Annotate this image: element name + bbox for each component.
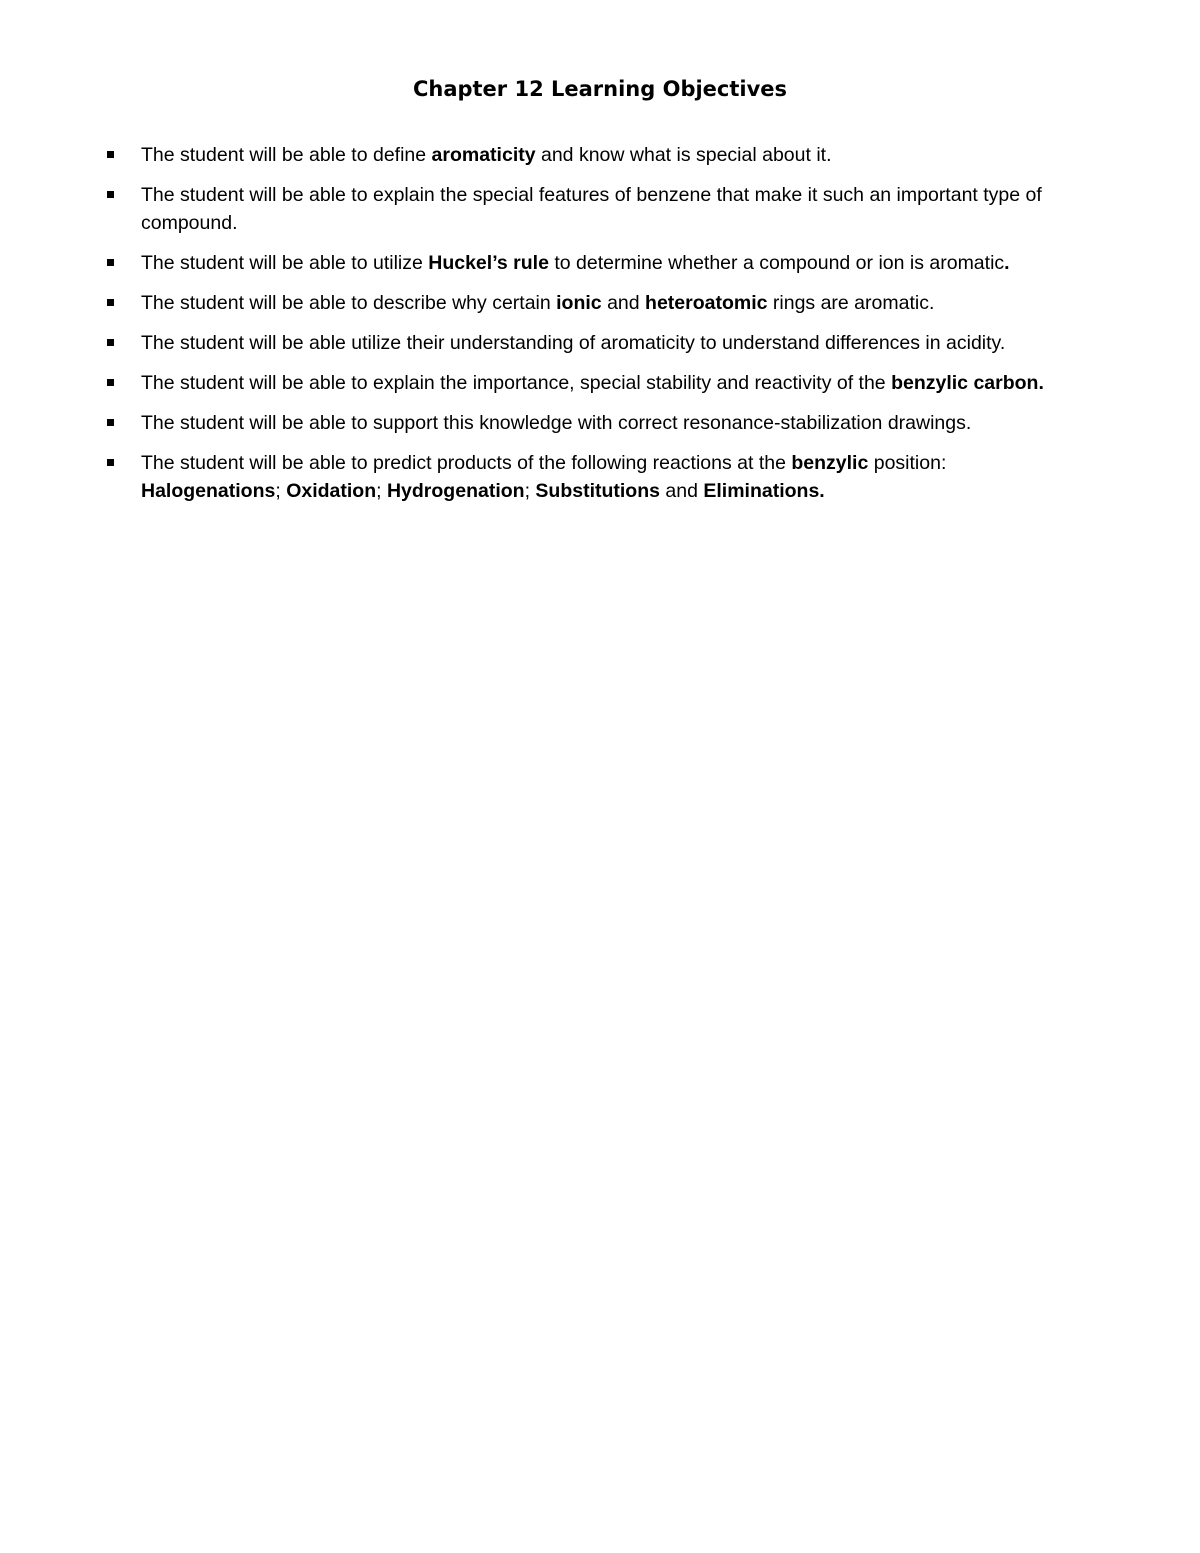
- term-benzylic: benzylic: [791, 452, 869, 474]
- term-aromaticity: aromaticity: [431, 144, 536, 166]
- list-item: [103, 329, 1123, 357]
- list-item: [103, 409, 1123, 437]
- term-substitutions: Substitutions: [535, 480, 660, 502]
- term-hydrogenation: Hydrogenation: [386, 480, 525, 502]
- term-oxidation: Oxidation: [286, 480, 377, 502]
- objective-text: and: [659, 480, 704, 502]
- objective-text: The student will be able utilize their understanding of aromaticity to understand differences in acidity.: [141, 332, 1006, 354]
- term-ionic: ionic: [556, 292, 602, 314]
- list-item: [103, 141, 1123, 169]
- page-title: Chapter 12 Learning Objectives: [412, 77, 788, 101]
- list-item: [103, 369, 1123, 397]
- square-bullet-icon: [107, 299, 114, 306]
- objective-text: and: [601, 292, 646, 314]
- bold-period: .: [1004, 252, 1010, 274]
- objective-text: ;: [524, 480, 536, 502]
- objective-text: position:: [868, 452, 947, 474]
- list-item: [103, 289, 1123, 317]
- term-heteroatomic: heteroatomic: [645, 292, 768, 314]
- objective-text: and know what is special about it.: [535, 144, 832, 166]
- objective-text: The student will be able to explain the special features of benzene that make it such an important type of compound.: [141, 184, 1042, 234]
- term-eliminations: Eliminations.: [703, 480, 825, 502]
- term-huckels-rule: Huckel’s rule: [428, 252, 549, 274]
- list-item: [103, 181, 1123, 237]
- list-item: [103, 449, 1123, 505]
- square-bullet-icon: [107, 151, 114, 158]
- square-bullet-icon: [107, 259, 114, 266]
- objectives-list: [103, 141, 1123, 517]
- objective-text: The student will be able to explain the importance, special stability and reactivity of the: [141, 372, 892, 394]
- square-bullet-icon: [107, 379, 114, 386]
- objective-text: ;: [275, 480, 287, 502]
- objective-text: rings are aromatic.: [767, 292, 935, 314]
- square-bullet-icon: [107, 339, 114, 346]
- objective-text: The student will be able to define: [141, 144, 432, 166]
- square-bullet-icon: [107, 459, 114, 466]
- list-item: [103, 249, 1123, 277]
- objective-text: The student will be able to support this knowledge with correct resonance-stabilization drawings.: [141, 412, 972, 434]
- objective-text: ;: [376, 480, 387, 502]
- square-bullet-icon: [107, 191, 114, 198]
- objective-text: The student will be able to describe why certain: [141, 292, 557, 314]
- term-halogenations: Halogenations: [141, 480, 276, 502]
- objective-text: to determine whether a compound or ion is aromatic: [548, 252, 1005, 274]
- objective-text: The student will be able to utilize: [141, 252, 429, 274]
- objective-text: The student will be able to predict products of the following reactions at the: [141, 452, 792, 474]
- square-bullet-icon: [107, 419, 114, 426]
- term-benzylic-carbon: benzylic carbon.: [891, 372, 1044, 394]
